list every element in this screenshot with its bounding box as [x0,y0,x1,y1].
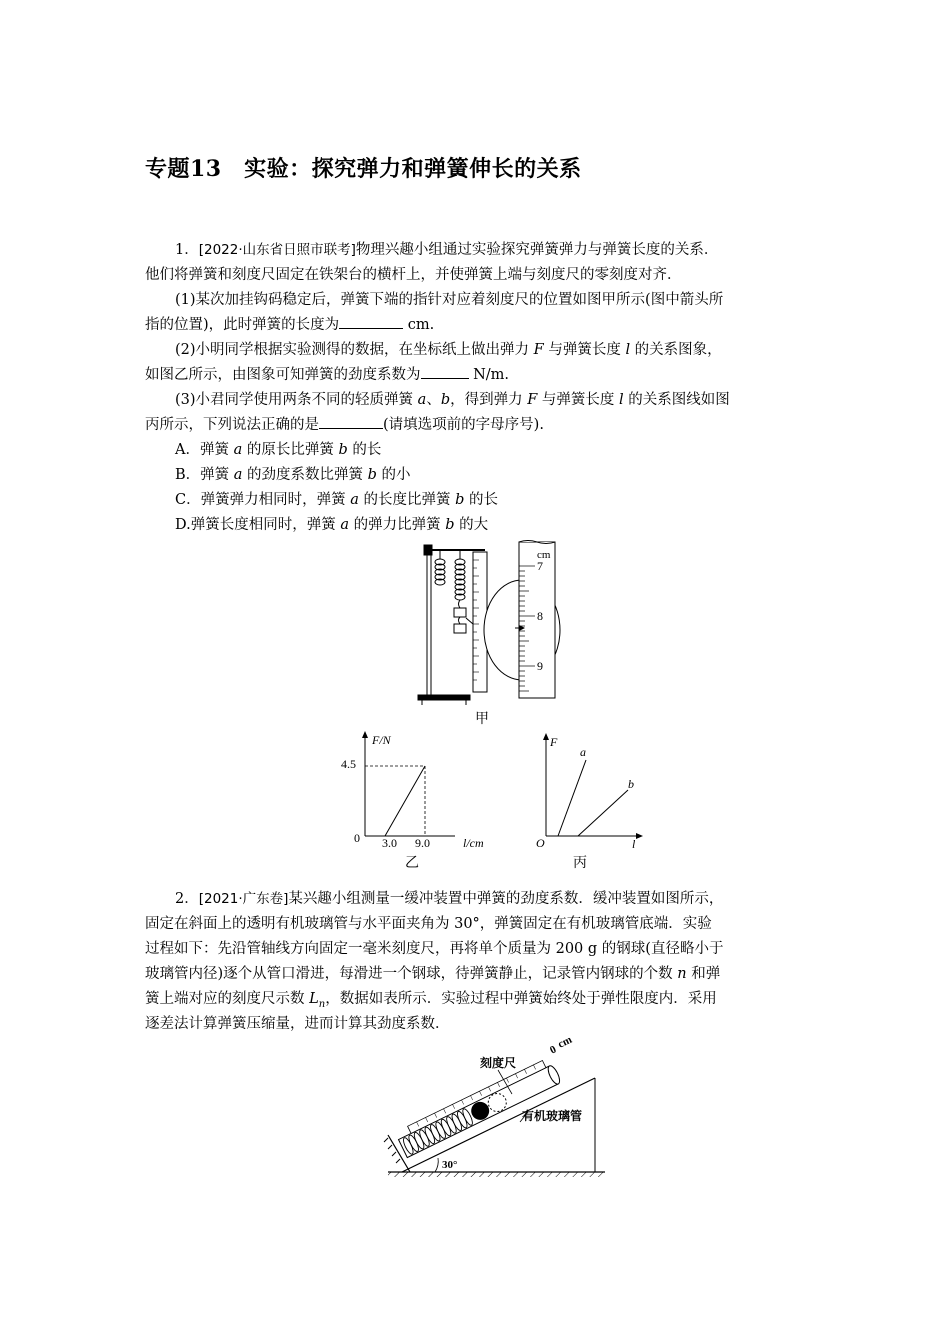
spring-coil-left [435,559,445,585]
q1-part2-line2: 如图乙所示，由图象可知弹簧的劲度系数为 N/m. [145,363,805,388]
q1-part3-line2: 丙所示，下列说法正确的是 (请填选项前的字母序号). [145,413,805,438]
yi-ylabel: F/N [372,733,391,747]
stand-base [418,695,470,700]
yi-xlabel: l/cm [463,836,484,850]
q1-part1-line2: 指的位置)，此时弹簧的长度为 cm. [145,313,805,338]
q2-line6: 逐差法计算弹簧压缩量，进而计算其劲度系数． [145,1016,450,1032]
bing-origin: O [536,836,545,850]
q2-line5: 簧上端对应的刻度尺示数 $L_n$，数据如表所示．实验过程中弹簧始终处于弹性限度内．采用 [145,991,717,1010]
bing-xlabel: l [632,837,636,851]
yi-xtick-3.0: 3.0 [382,836,397,850]
pointer [466,618,473,624]
spring-coil-right [455,559,465,600]
q1-part1-line1: (1)某次加挂钩码稳定后，弹簧下端的指针对应着刻度尺的位置如图甲所示(图中箭头所 [175,292,724,308]
hook-weight-1 [454,608,466,617]
hook-weight-2 [454,624,466,633]
answer-blank-2[interactable] [421,364,469,379]
answer-blank-1[interactable] [339,314,403,329]
figure-ramp [380,1030,620,1180]
q2-line2: 固定在斜面上的透明有机玻璃管与水平面夹角为 30°，弹簧固定在有机玻璃管底端．实验 [145,916,712,932]
q1-stem-line1: 1．[2022·山东省日照市联考]物理兴趣小组通过实验探究弹簧弹力与弹簧长度的关系． [175,242,719,258]
ramp-zero: 0 [548,1043,559,1057]
q1-stem-line2: 他们将弹簧和刻度尺固定在铁架台的横杆上，并使弹簧上端与刻度尺的零刻度对齐． [145,267,682,283]
option-a: A．弹簧 a 的原长比弹簧 b 的长 [175,442,382,458]
ruler-tick-9: 9 [537,659,543,673]
bing-ylabel: F [550,735,558,749]
yi-data-line [385,766,425,836]
bing-label-a: a [580,745,586,759]
option-b: B．弹簧 a 的劲度系数比弹簧 b 的小 [175,467,411,483]
q2-line4: 玻璃管内径)逐个从管口滑进，每滑进一个钢球，待弹簧静止，记录管内钢球的个数 n 和弹 [145,966,721,982]
ramp-angle: 30° [442,1159,458,1171]
yi-ytick-4.5: 4.5 [341,757,356,771]
q1-part3-line1: (3)小君同学使用两条不同的轻质弹簧 a、b，得到弹力 F 与弹簧长度 l 的关系图线如图 [175,392,730,408]
bing-label-b: b [628,777,634,791]
stand-pole [427,548,431,698]
yi-xtick-9.0: 9.0 [415,836,430,850]
ramp-unit: cm [556,1033,574,1051]
ruler-unit: cm [537,549,551,561]
bing-line-a [558,760,586,836]
option-c: C．弹簧弹力相同时，弹簧 a 的长度比弹簧 b 的长 [175,492,498,508]
caption-bing: 丙 [573,855,587,871]
ruler-tick-7: 7 [537,559,543,573]
q1-source-tag: [2022·山东省日照市联考] [198,242,356,258]
figure-jia-ruler [515,540,560,700]
q2-source-tag: [2021·广东卷] [198,891,289,907]
figure-bing [528,730,648,855]
bing-line-b [578,790,628,836]
caption-jia: 甲 [475,711,489,727]
answer-blank-3[interactable] [319,414,383,429]
yi-origin: 0 [354,831,360,845]
figure-yi [335,730,505,855]
ramp-ruler-label: 刻度尺 [480,1056,517,1070]
q1-part2-line1: (2)小明同学根据实验测得的数据，在坐标纸上做出弹力 F 与弹簧长度 l 的关系图象， [175,342,722,358]
q2-line3: 过程如下：先沿管轴线方向固定一毫米刻度尺，再将单个质量为 200 g 的钢球(直径略小于 [145,941,724,957]
caption-yi: 乙 [405,855,419,871]
ruler-tick-8: 8 [537,609,543,623]
ramp-tube-label: 有机玻璃管 [522,1109,583,1123]
option-d: D.弹簧长度相同时，弹簧 a 的弹力比弹簧 b 的大 [175,517,489,533]
q2-line1: 2．[2021·广东卷]某兴趣小组测量一缓冲装置中弹簧的劲度系数．缓冲装置如图所示， [175,891,724,907]
page-title: 专题13 实验：探究弹力和弹簧伸长的关系 [145,156,582,182]
stand-clamp [424,545,432,555]
